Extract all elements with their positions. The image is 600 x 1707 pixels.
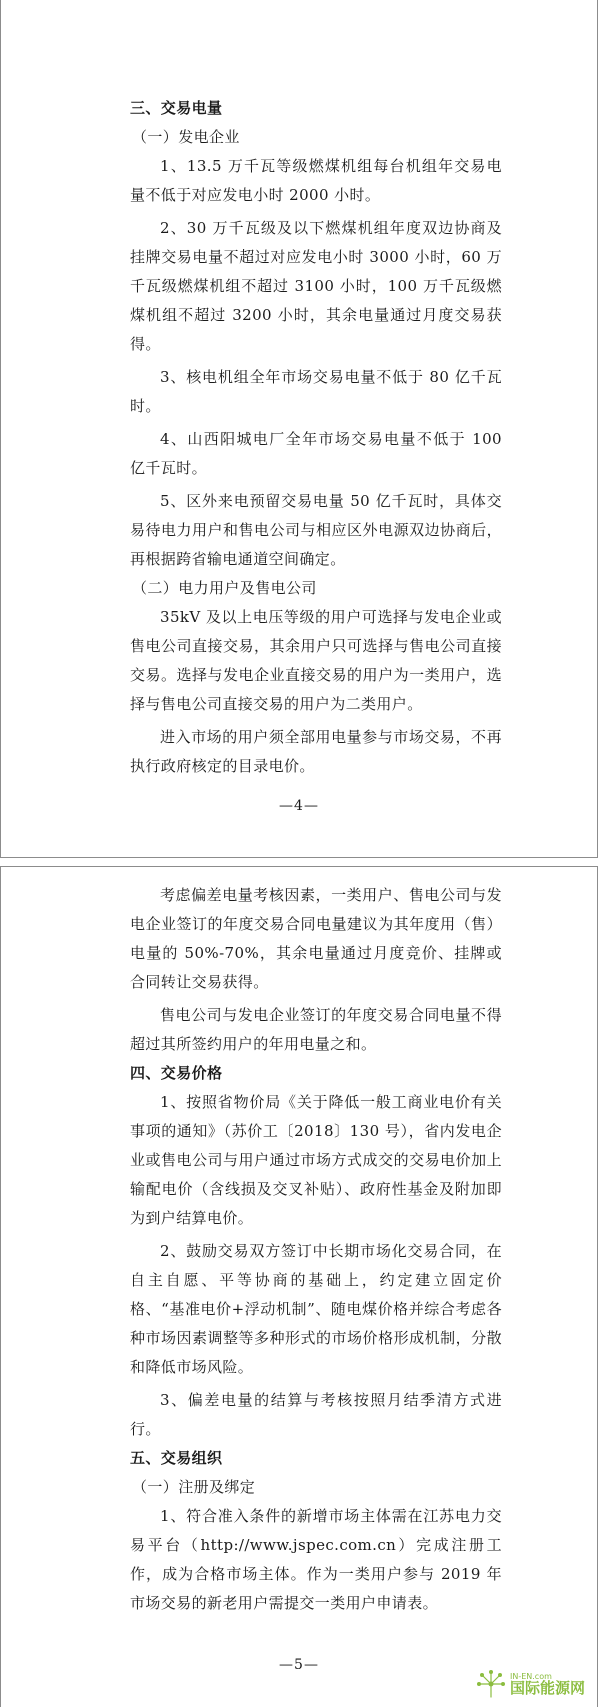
subsection-heading-users-and-retailers: （二）电力用户及售电公司 (132, 579, 317, 597)
page-number: —4— (279, 798, 319, 814)
document-page-5 (0, 866, 598, 1707)
page-5-body (130, 881, 502, 1618)
paragraph: 考虑偏差电量考核因素，一类用户、售电公司与发电企业签订的年度交易合同电量建议为其年度用（售）电量的 50%-70%，其余电量通过月度竞价、挂牌或合同转让交易获得。 (130, 886, 502, 991)
paragraph: 售电公司与发电企业签订的年度交易合同电量不得超过其所签约用户的年用电量之和。 (130, 1006, 502, 1053)
paragraph: 1、按照省物价局《关于降低一般工商业电价有关事项的通知》（苏价工〔2018〕130 号），省内发电企业或售电公司与用户通过市场方式成交的交易电价加上输配电价（含线损及交叉补贴）、政府性基金及附加即为到户结算电价。 (130, 1093, 502, 1227)
paragraph: 3、核电机组全年市场交易电量不低于 80 亿千瓦时。 (130, 368, 502, 415)
paragraph: 35kV 及以上电压等级的用户可选择与发电企业或售电公司直接交易，其余用户只可选择与售电公司直接交易。选择与发电企业直接交易的用户为一类用户，选择与售电公司直接交易的用户为二类用户。 (130, 608, 502, 713)
subsection-heading-generation-companies: （一）发电企业 (132, 128, 240, 146)
subsection-heading-registration: （一）注册及绑定 (132, 1478, 256, 1496)
dandelion-logo-icon (476, 1669, 506, 1699)
section-heading-trading-volume: 三、交易电量 (130, 99, 223, 117)
section-heading-trading-organization: 五、交易组织 (130, 1449, 223, 1467)
paragraph: 3、偏差电量的结算与考核按照月结季清方式进行。 (130, 1391, 502, 1438)
paragraph: 5、区外来电预留交易电量 50 亿千瓦时，具体交易待电力用户和售电公司与相应区外电源双边协商后，再根据跨省输电通道空间确定。 (130, 492, 502, 568)
page-4-body (130, 94, 502, 781)
paragraph: 2、30 万千瓦级及以下燃煤机组年度双边协商及挂牌交易电量不超过对应发电小时 3000 小时，60 万千瓦级燃煤机组不超过 3100 小时，100 万千瓦级燃煤机组不超过 3200 小时，其余电量通过月度交易获得。 (130, 219, 502, 353)
watermark (476, 1669, 585, 1699)
paragraph: 进入市场的用户须全部用电量参与市场交易，不再执行政府核定的目录电价。 (130, 728, 502, 775)
paragraph: 2、鼓励交易双方签订中长期市场化交易合同，在自主自愿、平等协商的基础上，约定建立固定价格、“基准电价+浮动机制”、随电煤价格并综合考虑各种市场因素调整等多种形式的市场价格形成机制，分散和降低市场风险。 (130, 1242, 502, 1376)
paragraph: 1、符合准入条件的新增市场主体需在江苏电力交易平台（http://www.jspec.com.cn）完成注册工作，成为合格市场主体。作为一类用户参与 2019 年市场交易的新老用户需提交一类用户申请表。 (130, 1507, 502, 1612)
paragraph: 4、山西阳城电厂全年市场交易电量不低于 100 亿千瓦时。 (130, 430, 502, 477)
watermark-name: 国际能源网 (509, 1678, 585, 1697)
paragraph: 1、13.5 万千瓦等级燃煤机组每台机组年交易电量不低于对应发电小时 2000 小时。 (130, 157, 502, 204)
watermark-site: IN-EN.com (509, 1671, 552, 1681)
section-heading-trading-price: 四、交易价格 (130, 1064, 223, 1082)
page-number: —5— (279, 1657, 319, 1673)
page-separator (0, 858, 600, 866)
